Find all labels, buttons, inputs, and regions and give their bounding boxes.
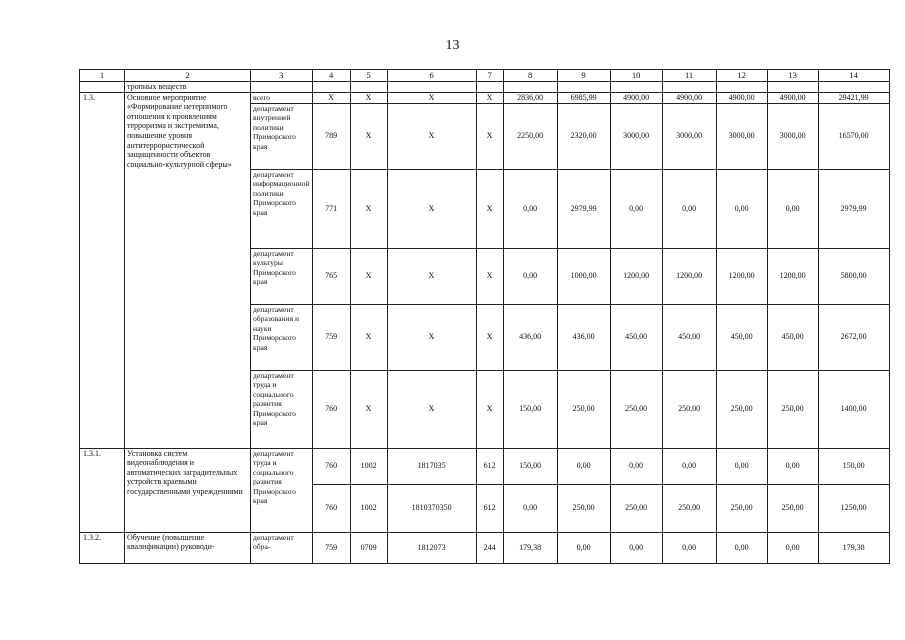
continued-row bbox=[80, 82, 890, 93]
cell: 2979,99 bbox=[818, 169, 889, 248]
cell: X bbox=[387, 370, 476, 448]
cell: 4900,00 bbox=[610, 92, 662, 103]
cell: 3000,00 bbox=[610, 103, 662, 169]
dept-cell: департамент культуры Приморского края bbox=[251, 248, 313, 304]
cell: 1812073 bbox=[387, 532, 476, 563]
cell: 250,00 bbox=[557, 484, 610, 532]
cell: X bbox=[387, 103, 476, 169]
table-row bbox=[80, 448, 890, 484]
cell: 0,00 bbox=[767, 532, 818, 563]
cell: 450,00 bbox=[610, 304, 662, 370]
cell: 450,00 bbox=[662, 304, 716, 370]
column-number: 10 bbox=[610, 70, 662, 82]
table-row bbox=[80, 532, 890, 563]
cell: 771 bbox=[312, 169, 350, 248]
cell: 1817035 bbox=[387, 448, 476, 484]
column-number: 8 bbox=[503, 70, 557, 82]
cell: 1200,00 bbox=[610, 248, 662, 304]
cell: 760 bbox=[312, 448, 350, 484]
cell: X bbox=[476, 370, 503, 448]
cell: 250,00 bbox=[716, 370, 767, 448]
column-number: 13 bbox=[767, 70, 818, 82]
dept-cell: департамент информационной политики Приморского края bbox=[251, 169, 313, 248]
column-number: 14 bbox=[818, 70, 889, 82]
column-number: 11 bbox=[662, 70, 716, 82]
dept-cell: департамент образования и науки Приморского края bbox=[251, 304, 313, 370]
cell: 1810370350 bbox=[387, 484, 476, 532]
cell: 179,38 bbox=[503, 532, 557, 563]
cell: 0,00 bbox=[662, 448, 716, 484]
cell: X bbox=[387, 169, 476, 248]
cell: 250,00 bbox=[610, 370, 662, 448]
cell: 4900,00 bbox=[767, 92, 818, 103]
cell: X bbox=[350, 304, 387, 370]
column-number: 7 bbox=[476, 70, 503, 82]
cell: X bbox=[476, 248, 503, 304]
cell: X bbox=[350, 370, 387, 448]
column-number: 6 bbox=[387, 70, 476, 82]
cell: 0,00 bbox=[716, 169, 767, 248]
column-number: 4 bbox=[312, 70, 350, 82]
row-code: 1.3.1. bbox=[80, 448, 125, 532]
cell: 250,00 bbox=[716, 484, 767, 532]
cell: 0,00 bbox=[610, 532, 662, 563]
cell: 1250,00 bbox=[818, 484, 889, 532]
cell: 450,00 bbox=[767, 304, 818, 370]
cell: 612 bbox=[476, 484, 503, 532]
column-number: 2 bbox=[125, 70, 251, 82]
cell: 1200,00 bbox=[767, 248, 818, 304]
cell: 0,00 bbox=[557, 532, 610, 563]
row-name: Установка систем видеонаблюдения и автоматических заградительных устройств краевыми государственными учреждениями bbox=[125, 448, 251, 532]
row-name: Основное мероприятие «Формирование нетерпимого отношения к проявлениям терроризма и экстремизма, повышение уровня антитеррористической защищенности объектов социально-культурной сферы» bbox=[125, 92, 251, 448]
column-number: 1 bbox=[80, 70, 125, 82]
cell: 0,00 bbox=[716, 448, 767, 484]
page-number: 13 bbox=[445, 38, 460, 53]
cell: 1002 bbox=[350, 484, 387, 532]
cell: 1000,00 bbox=[557, 248, 610, 304]
cell: 2672,00 bbox=[818, 304, 889, 370]
dept-cell: департамент обра- bbox=[251, 532, 313, 563]
cell: X bbox=[350, 92, 387, 103]
cell: 244 bbox=[476, 532, 503, 563]
cell: 3000,00 bbox=[716, 103, 767, 169]
cell: X bbox=[476, 304, 503, 370]
cell: 29421,99 bbox=[818, 92, 889, 103]
cell: X bbox=[387, 248, 476, 304]
cell: X bbox=[312, 92, 350, 103]
row-code: 1.3. bbox=[80, 92, 125, 448]
cell: 250,00 bbox=[610, 484, 662, 532]
cell: X bbox=[387, 304, 476, 370]
cell: X bbox=[476, 92, 503, 103]
cell: 759 bbox=[312, 532, 350, 563]
cell: 1002 bbox=[350, 448, 387, 484]
column-number: 9 bbox=[557, 70, 610, 82]
cell: 0,00 bbox=[503, 248, 557, 304]
cell: 1400,00 bbox=[818, 370, 889, 448]
cell: 760 bbox=[312, 370, 350, 448]
cell: 150,00 bbox=[503, 448, 557, 484]
row-code: 1.3.2. bbox=[80, 532, 125, 563]
cell: 16570,00 bbox=[818, 103, 889, 169]
table-row bbox=[80, 92, 890, 103]
cell: 1200,00 bbox=[716, 248, 767, 304]
cell: 0,00 bbox=[557, 448, 610, 484]
cell: 0,00 bbox=[503, 169, 557, 248]
cell: X bbox=[387, 92, 476, 103]
dept-cell: департамент труда и социального развития Приморского края bbox=[251, 448, 313, 532]
cell: 250,00 bbox=[767, 484, 818, 532]
cell: 2320,00 bbox=[557, 103, 610, 169]
cell: 150,00 bbox=[818, 448, 889, 484]
cell: 612 bbox=[476, 448, 503, 484]
cell: 450,00 bbox=[716, 304, 767, 370]
continued-text: тропных веществ bbox=[125, 82, 251, 93]
dept-cell: департамент внутренней политики Приморского края bbox=[251, 103, 313, 169]
cell: 1200,00 bbox=[662, 248, 716, 304]
cell: X bbox=[476, 169, 503, 248]
cell: 436,00 bbox=[503, 304, 557, 370]
cell: 760 bbox=[312, 484, 350, 532]
cell: 789 bbox=[312, 103, 350, 169]
cell: X bbox=[350, 169, 387, 248]
cell: 0709 bbox=[350, 532, 387, 563]
cell: 0,00 bbox=[610, 448, 662, 484]
cell: 5800,00 bbox=[818, 248, 889, 304]
cell: 150,00 bbox=[503, 370, 557, 448]
cell: 2979,99 bbox=[557, 169, 610, 248]
cell: 0,00 bbox=[767, 169, 818, 248]
cell: 250,00 bbox=[557, 370, 610, 448]
column-number: 3 bbox=[251, 70, 313, 82]
cell: 0,00 bbox=[662, 532, 716, 563]
cell: 2836,00 bbox=[503, 92, 557, 103]
cell: 3000,00 bbox=[662, 103, 716, 169]
cell: 250,00 bbox=[662, 370, 716, 448]
column-number-row bbox=[80, 70, 890, 82]
cell: 759 bbox=[312, 304, 350, 370]
cell: 179,38 bbox=[818, 532, 889, 563]
cell: 0,00 bbox=[503, 484, 557, 532]
cell: 0,00 bbox=[610, 169, 662, 248]
column-number: 12 bbox=[716, 70, 767, 82]
budget-table bbox=[79, 69, 890, 564]
row-name: Обучение (повышение квалификации) руководи- bbox=[125, 532, 251, 563]
cell: 4900,00 bbox=[716, 92, 767, 103]
cell: 0,00 bbox=[662, 169, 716, 248]
cell: 0,00 bbox=[716, 532, 767, 563]
cell: 4900,00 bbox=[662, 92, 716, 103]
cell: 0,00 bbox=[767, 448, 818, 484]
column-number: 5 bbox=[350, 70, 387, 82]
dept-cell: департамент труда и социального развития Приморского края bbox=[251, 370, 313, 448]
cell: X bbox=[350, 248, 387, 304]
cell: 2250,00 bbox=[503, 103, 557, 169]
cell: 250,00 bbox=[767, 370, 818, 448]
cell: 250,00 bbox=[662, 484, 716, 532]
cell: 765 bbox=[312, 248, 350, 304]
dept-cell: всего bbox=[251, 92, 313, 103]
cell: X bbox=[350, 103, 387, 169]
cell: 436,00 bbox=[557, 304, 610, 370]
cell: 6985,99 bbox=[557, 92, 610, 103]
cell: 3000,00 bbox=[767, 103, 818, 169]
cell: X bbox=[476, 103, 503, 169]
